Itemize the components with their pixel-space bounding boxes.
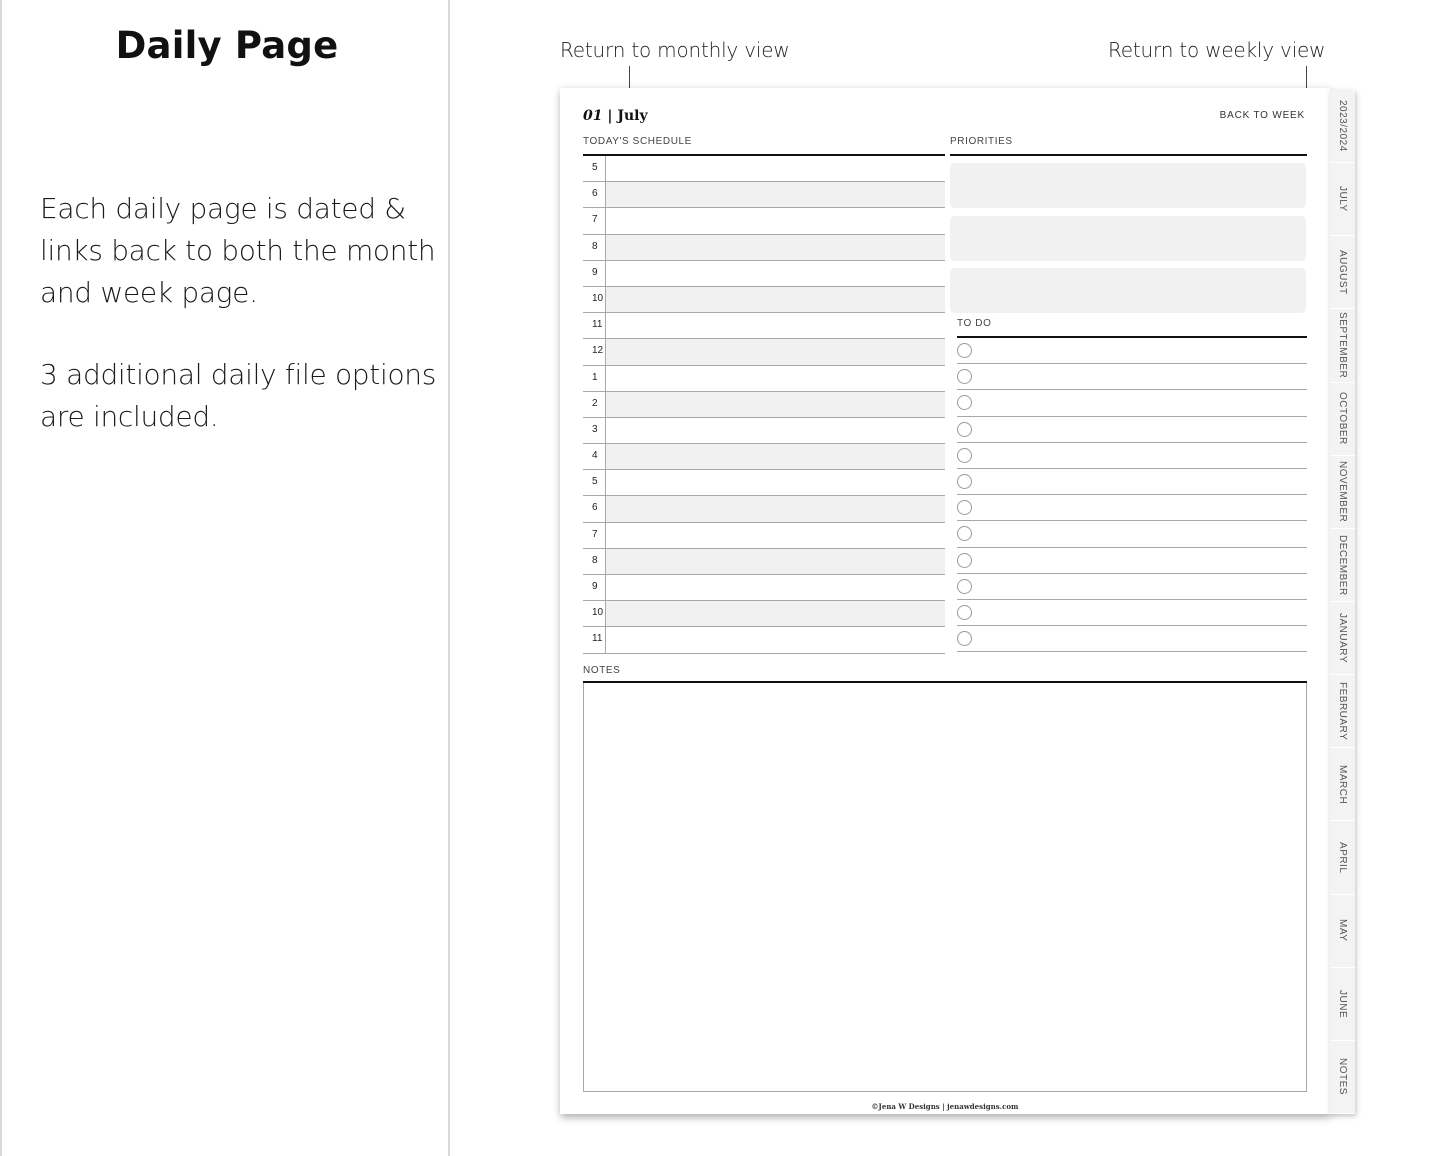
tab-label: APRIL <box>1337 841 1348 874</box>
schedule-hour: 11 <box>583 627 606 652</box>
schedule-entry[interactable] <box>606 549 945 574</box>
schedule-hour: 11 <box>583 313 606 338</box>
schedule-hour: 7 <box>583 523 606 548</box>
tab-label: MARCH <box>1337 764 1348 804</box>
tab-label: NOTES <box>1337 1058 1348 1096</box>
schedule-entry[interactable] <box>606 208 945 233</box>
tab-label: AUGUST <box>1337 249 1348 295</box>
tab-label: MAY <box>1337 919 1348 942</box>
schedule-entry[interactable] <box>606 575 945 600</box>
todo-item[interactable] <box>957 574 1307 600</box>
tab-february[interactable] <box>1330 675 1355 748</box>
schedule-hour: 5 <box>583 156 606 181</box>
tab-june[interactable] <box>1330 968 1355 1041</box>
planner-page <box>560 88 1330 1114</box>
schedule-row[interactable] <box>583 627 945 653</box>
schedule-entry[interactable] <box>606 601 945 626</box>
schedule-entry[interactable] <box>606 156 945 181</box>
todo-item[interactable] <box>957 495 1307 521</box>
tab-december[interactable] <box>1330 529 1355 602</box>
schedule-hour: 8 <box>583 549 606 574</box>
tab-label: FEBRUARY <box>1337 682 1348 741</box>
description-panel <box>0 0 450 1156</box>
schedule-row[interactable] <box>583 208 945 234</box>
notes-area[interactable] <box>583 683 1307 1092</box>
checkbox-circle-icon[interactable] <box>957 631 972 646</box>
checkbox-circle-icon[interactable] <box>957 395 972 410</box>
schedule-row[interactable] <box>583 182 945 208</box>
schedule-hour: 12 <box>583 339 606 364</box>
date-separator: | <box>607 108 618 124</box>
schedule-grid <box>583 156 945 654</box>
tab-september[interactable] <box>1330 309 1355 382</box>
todo-item[interactable] <box>957 390 1307 416</box>
tab-notes[interactable] <box>1330 1041 1355 1114</box>
tab-april[interactable] <box>1330 821 1355 894</box>
schedule-entry[interactable] <box>606 287 945 312</box>
todo-list <box>957 338 1307 652</box>
callout-weekly-view: Return to weekly view <box>1108 38 1326 62</box>
schedule-entry[interactable] <box>606 182 945 207</box>
schedule-entry[interactable] <box>606 235 945 260</box>
schedule-hour: 1 <box>583 366 606 391</box>
checkbox-circle-icon[interactable] <box>957 474 972 489</box>
todo-item[interactable] <box>957 338 1307 364</box>
schedule-entry[interactable] <box>606 339 945 364</box>
schedule-hour: 9 <box>583 261 606 286</box>
schedule-row[interactable] <box>583 575 945 601</box>
panel-title: Daily Page <box>115 24 339 67</box>
schedule-entry[interactable] <box>606 261 945 286</box>
schedule-row[interactable] <box>583 366 945 392</box>
tab-label: DECEMBER <box>1337 534 1348 596</box>
tab-label: 2023/2024 <box>1337 100 1348 152</box>
checkbox-circle-icon[interactable] <box>957 369 972 384</box>
todo-item[interactable] <box>957 417 1307 443</box>
checkbox-circle-icon[interactable] <box>957 422 972 437</box>
todo-item[interactable] <box>957 469 1307 495</box>
tab-november[interactable] <box>1330 456 1355 529</box>
tab-2023-2024[interactable] <box>1330 90 1355 163</box>
checkbox-circle-icon[interactable] <box>957 448 972 463</box>
schedule-hour: 10 <box>583 601 606 626</box>
schedule-hour: 5 <box>583 470 606 495</box>
priority-box[interactable] <box>950 268 1306 313</box>
back-to-week-link[interactable]: BACK TO WEEK <box>1219 110 1305 121</box>
checkbox-circle-icon[interactable] <box>957 500 972 515</box>
tab-march[interactable] <box>1330 748 1355 821</box>
schedule-entry[interactable] <box>606 392 945 417</box>
checkbox-circle-icon[interactable] <box>957 579 972 594</box>
schedule-row[interactable] <box>583 470 945 496</box>
month-tabs <box>1330 90 1355 1114</box>
section-rule <box>950 154 1307 156</box>
checkbox-circle-icon[interactable] <box>957 343 972 358</box>
schedule-label: TODAY'S SCHEDULE <box>583 136 692 147</box>
date-day: 01 <box>583 108 603 124</box>
schedule-hour: 9 <box>583 575 606 600</box>
tab-label: JANUARY <box>1337 613 1348 664</box>
schedule-hour: 6 <box>583 496 606 521</box>
schedule-hour: 8 <box>583 235 606 260</box>
schedule-hour: 3 <box>583 418 606 443</box>
page-footer: ©Jena W Designs | jenawdesigns.com <box>871 1102 1019 1111</box>
schedule-row[interactable] <box>583 601 945 627</box>
tab-august[interactable] <box>1330 236 1355 309</box>
schedule-entry[interactable] <box>606 444 945 469</box>
schedule-row[interactable] <box>583 496 945 522</box>
schedule-row[interactable] <box>583 235 945 261</box>
date-heading[interactable] <box>583 108 648 124</box>
schedule-row[interactable] <box>583 261 945 287</box>
tab-july[interactable] <box>1330 163 1355 236</box>
tab-january[interactable] <box>1330 602 1355 675</box>
schedule-entry[interactable] <box>606 496 945 521</box>
todo-item[interactable] <box>957 600 1307 626</box>
schedule-row[interactable] <box>583 549 945 575</box>
callout-monthly-view: Return to monthly view <box>560 38 790 62</box>
schedule-row[interactable] <box>583 313 945 339</box>
notes-label: NOTES <box>583 665 621 676</box>
schedule-hour: 6 <box>583 182 606 207</box>
todo-label: TO DO <box>957 318 992 329</box>
schedule-row[interactable] <box>583 287 945 313</box>
priority-box[interactable] <box>950 163 1306 208</box>
date-month: July <box>617 108 648 124</box>
tab-october[interactable] <box>1330 383 1355 456</box>
tab-label: NOVEMBER <box>1337 461 1348 523</box>
todo-item[interactable] <box>957 364 1307 390</box>
schedule-entry[interactable] <box>606 627 945 652</box>
schedule-row[interactable] <box>583 444 945 470</box>
tab-label: JUNE <box>1337 989 1348 1018</box>
priorities-label: PRIORITIES <box>950 136 1013 147</box>
checkbox-circle-icon[interactable] <box>957 526 972 541</box>
schedule-hour: 4 <box>583 444 606 469</box>
schedule-hour: 10 <box>583 287 606 312</box>
schedule-row[interactable] <box>583 156 945 182</box>
schedule-row[interactable] <box>583 418 945 444</box>
tab-label: OCTOBER <box>1337 392 1348 445</box>
description-paragraph: 3 additional daily file options are included. <box>40 358 437 433</box>
schedule-entry[interactable] <box>606 470 945 495</box>
checkbox-circle-icon[interactable] <box>957 553 972 568</box>
schedule-row[interactable] <box>583 523 945 549</box>
checkbox-circle-icon[interactable] <box>957 605 972 620</box>
schedule-hour: 2 <box>583 392 606 417</box>
schedule-row[interactable] <box>583 392 945 418</box>
description-paragraph: Each daily page is dated & links back to both the month and week page. <box>40 192 436 309</box>
schedule-hour: 7 <box>583 208 606 233</box>
todo-item[interactable] <box>957 548 1307 574</box>
tab-label: JULY <box>1337 186 1348 213</box>
schedule-entry[interactable] <box>606 523 945 548</box>
schedule-entry[interactable] <box>606 313 945 338</box>
schedule-entry[interactable] <box>606 366 945 391</box>
schedule-entry[interactable] <box>606 418 945 443</box>
schedule-row[interactable] <box>583 339 945 365</box>
todo-item[interactable] <box>957 443 1307 469</box>
tab-label: SEPTEMBER <box>1337 312 1348 379</box>
tab-may[interactable] <box>1330 895 1355 968</box>
todo-item[interactable] <box>957 626 1307 652</box>
todo-item[interactable] <box>957 521 1307 547</box>
priority-box[interactable] <box>950 216 1306 261</box>
